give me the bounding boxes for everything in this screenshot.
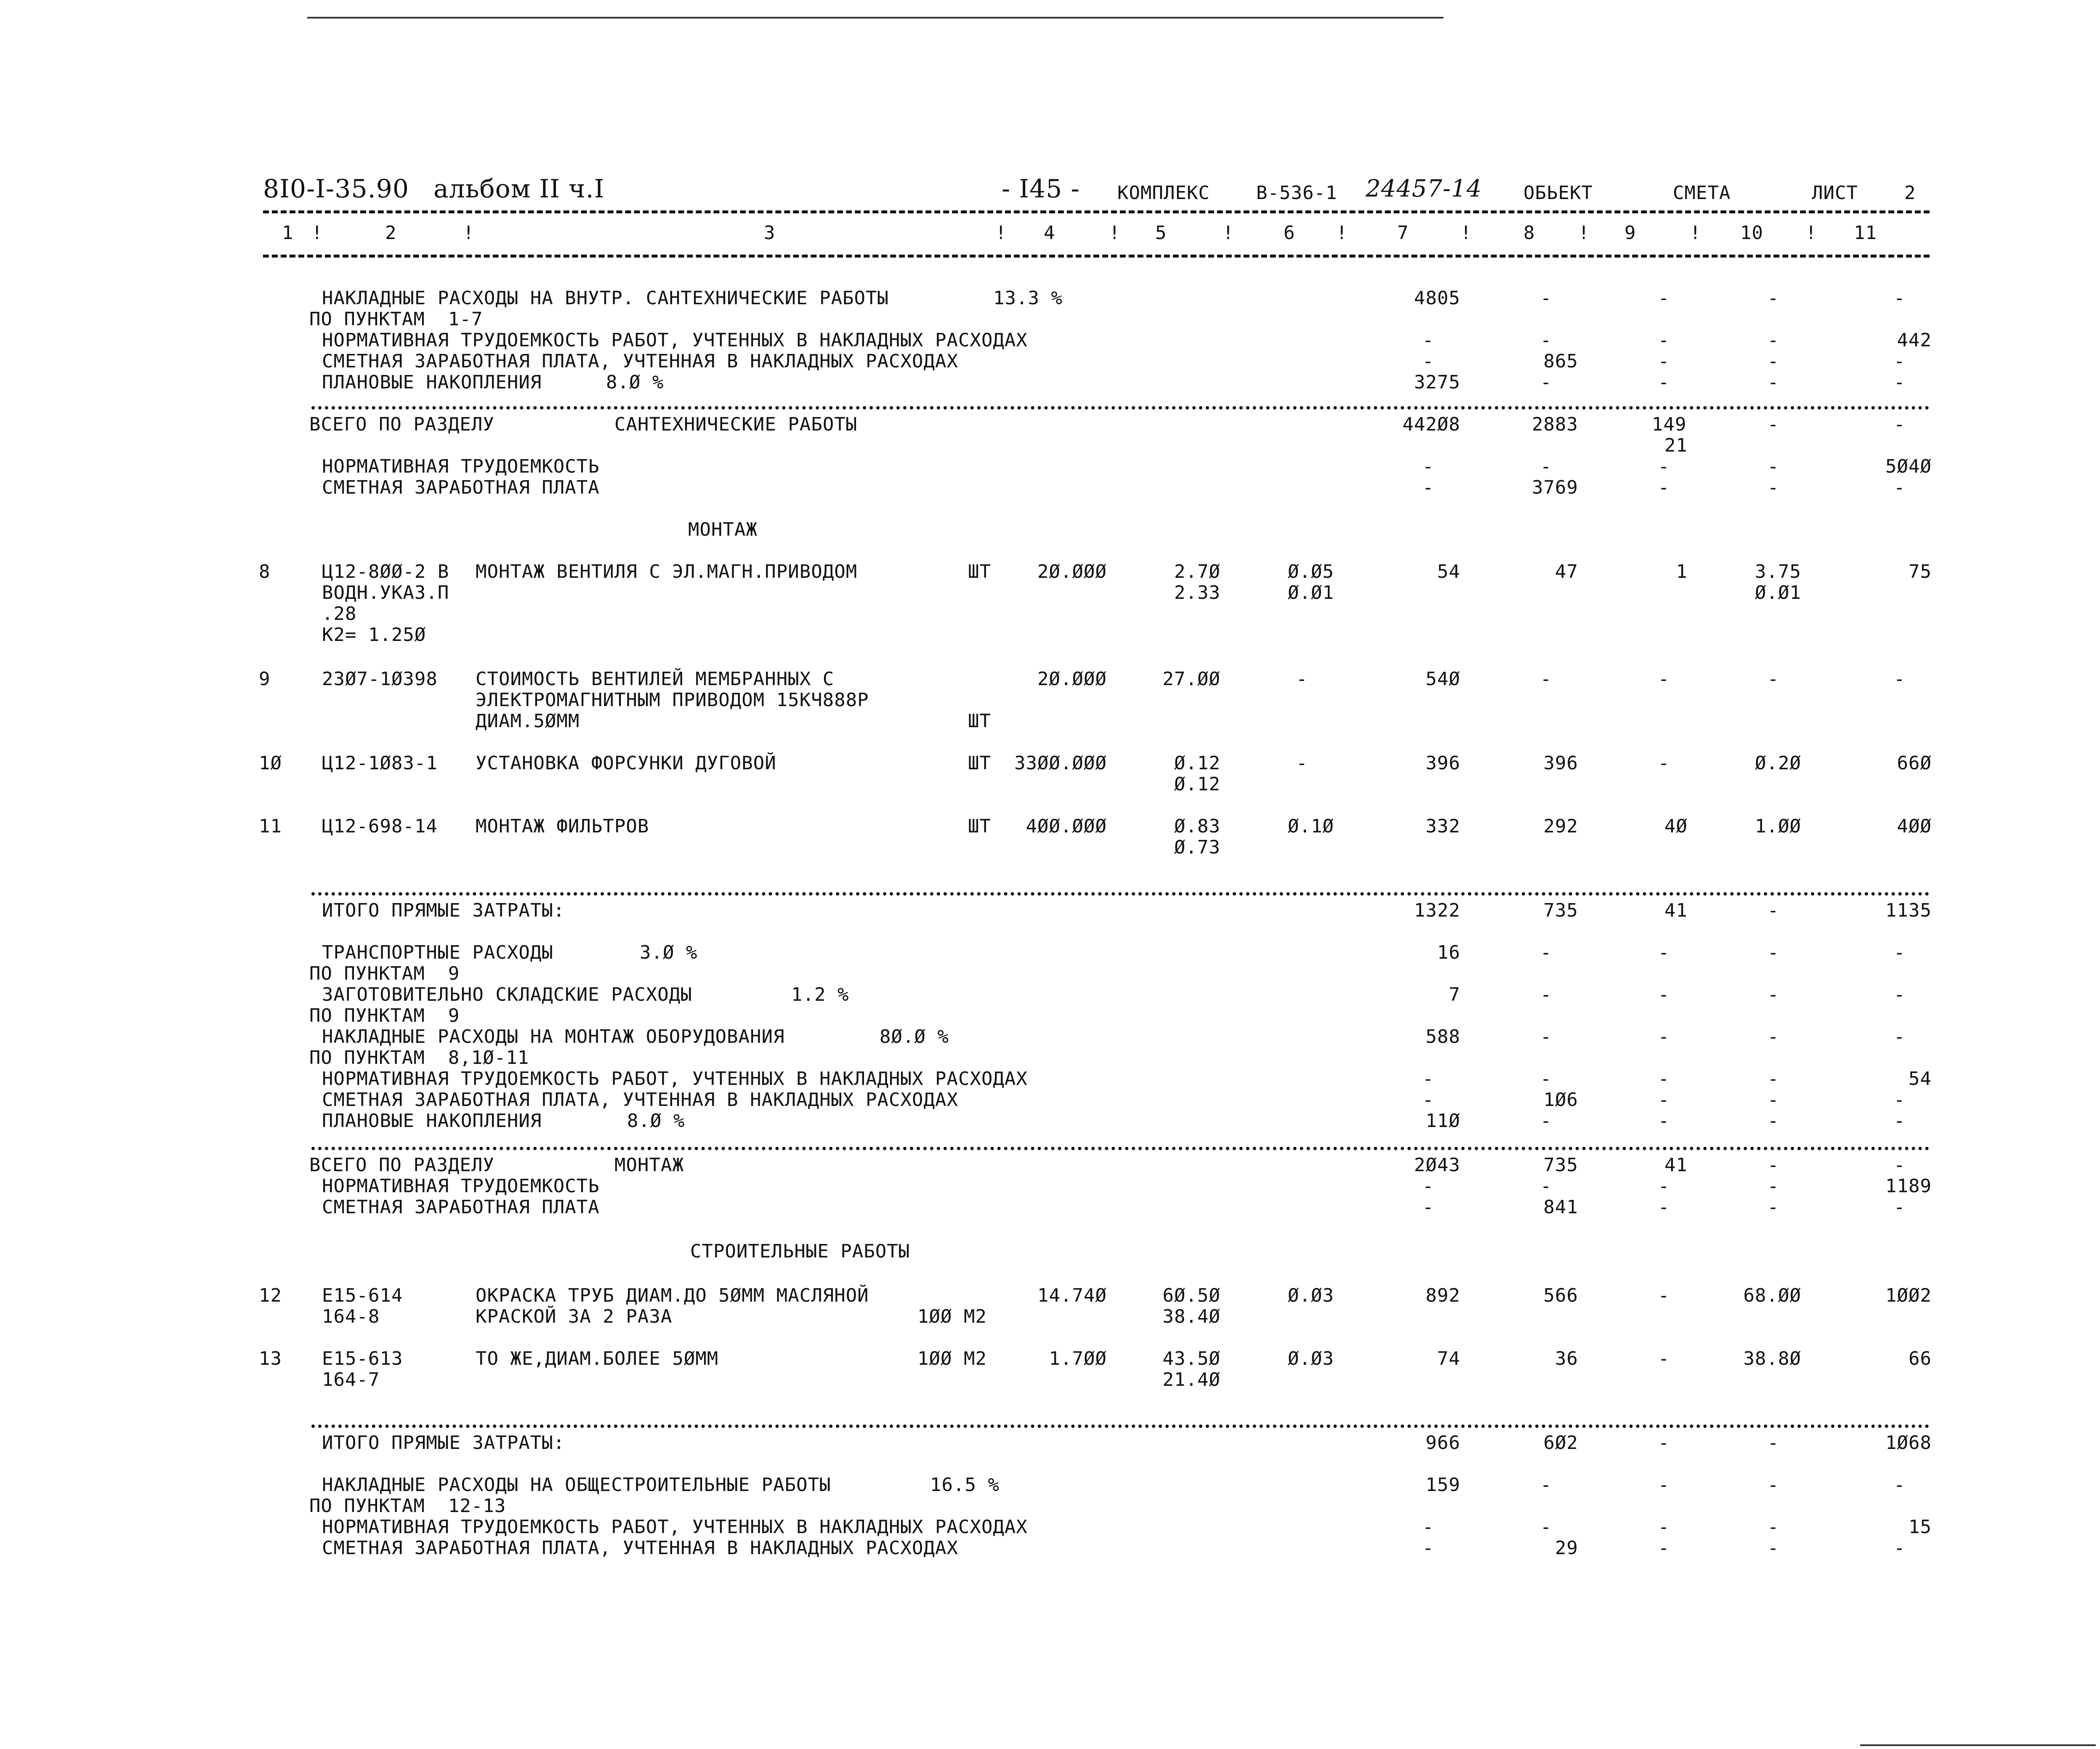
- dash: -: [1422, 456, 1434, 477]
- dash: -: [1658, 477, 1670, 498]
- col-num-5: 5: [1155, 222, 1167, 244]
- dash: -: [1422, 1537, 1434, 1559]
- dash: -: [1894, 984, 1906, 1005]
- item-name: КРАСКОЙ ЗА 2 РАЗА: [476, 1306, 673, 1327]
- col-sep: !: [1690, 222, 1701, 244]
- dash: -: [1894, 1474, 1906, 1496]
- s2-transport-label: ТРАНСПОРТНЫЕ РАСХОДЫ: [322, 942, 553, 963]
- col-sep: !: [995, 222, 1007, 244]
- item-c10: Ø.2Ø: [1755, 752, 1801, 774]
- dash: -: [1768, 984, 1779, 1005]
- s1-total-label: ВСЕГО ПО РАЗДЕЛУ: [309, 414, 494, 435]
- dash: -: [1894, 942, 1906, 963]
- item-unit: 1ØØ М2: [917, 1306, 987, 1327]
- dash: -: [1658, 1474, 1670, 1496]
- s1-points: ПО ПУНКТАМ 1-7: [309, 308, 483, 330]
- sheet-label: ЛИСТ: [1812, 182, 1858, 204]
- item-c6: Ø.Ø1: [1288, 582, 1334, 603]
- dash: -: [1768, 372, 1779, 393]
- item-qty: 2Ø.ØØØ: [1037, 668, 1107, 690]
- dash: -: [1894, 1089, 1906, 1111]
- dash: -: [1768, 942, 1779, 963]
- s2-storage-v7: 7: [1449, 984, 1460, 1005]
- top-rule: [307, 17, 1443, 19]
- s2-wage2-v8: 841: [1543, 1196, 1578, 1218]
- dash: -: [1768, 287, 1779, 309]
- dash: -: [1658, 1026, 1670, 1047]
- s2-points-c: ПО ПУНКТАМ 8,1Ø-11: [309, 1047, 529, 1069]
- item-c5: Ø.12: [1174, 752, 1220, 774]
- col-sep: !: [1223, 222, 1234, 244]
- item-c11: -: [1894, 668, 1906, 690]
- dash: -: [1768, 1110, 1779, 1132]
- item-name: МОНТАЖ ФИЛЬТРОВ: [476, 816, 649, 837]
- dash: -: [1768, 1516, 1779, 1538]
- item-c5: 2.7Ø: [1174, 561, 1220, 582]
- dash: -: [1540, 942, 1552, 963]
- dash: -: [1894, 1537, 1906, 1559]
- dash: -: [1658, 1516, 1670, 1538]
- s1-total-v8: 2883: [1532, 414, 1578, 435]
- dash: -: [1422, 1196, 1434, 1218]
- dotted-rule: [311, 406, 1930, 409]
- dash: -: [1768, 456, 1779, 477]
- s2-total-label: ВСЕГО ПО РАЗДЕЛУ: [309, 1154, 494, 1176]
- item-c5: 6Ø.5Ø: [1162, 1285, 1220, 1306]
- page-number: - I45 -: [1002, 174, 1080, 204]
- dash: -: [1768, 1196, 1779, 1218]
- item-c5: 2.33: [1174, 582, 1220, 603]
- item-c6: Ø.Ø3: [1288, 1285, 1334, 1306]
- item-code: Е15-613: [322, 1348, 403, 1369]
- item-c7: 892: [1425, 1285, 1460, 1306]
- item-no: 1Ø: [259, 752, 282, 774]
- col-sep: !: [311, 222, 323, 244]
- dash: -: [1894, 1154, 1906, 1176]
- item-no: 9: [259, 668, 271, 690]
- s1-total-v9b: 21: [1664, 435, 1688, 456]
- s2-total-name: МОНТАЖ: [614, 1154, 684, 1176]
- dash: -: [1894, 477, 1906, 498]
- item-c10: Ø.Ø1: [1755, 582, 1801, 603]
- item-unit: ШТ: [968, 561, 991, 582]
- item-c5: Ø.83: [1174, 816, 1220, 837]
- dash: -: [1658, 942, 1670, 963]
- dash: -: [1658, 1432, 1670, 1454]
- s2-overhead-v7: 588: [1425, 1026, 1460, 1047]
- item-c8: 47: [1555, 561, 1578, 582]
- item-c11: 75: [1909, 561, 1932, 582]
- item-c8: -: [1540, 668, 1552, 690]
- album-label: альбом II ч.I: [433, 174, 605, 204]
- item-name: ТО ЖЕ,ДИАМ.БОЛЕЕ 5ØММ: [476, 1348, 719, 1369]
- dash: -: [1894, 1026, 1906, 1047]
- item-code: ВОДН.УКАЗ.П: [322, 582, 449, 603]
- item-c5: 38.4Ø: [1162, 1306, 1220, 1327]
- item-c6: Ø.Ø3: [1288, 1348, 1334, 1369]
- item-c6: Ø.Ø5: [1288, 561, 1334, 582]
- s2-overhead-pct: 8Ø.Ø %: [880, 1026, 949, 1047]
- dash: -: [1540, 1474, 1552, 1496]
- s3-labor-norm-label: НОРМАТИВНАЯ ТРУДОЕМКОСТЬ РАБОТ, УЧТЕННЫХ В НАКЛАДНЫХ РАСХОДАХ: [322, 1516, 1028, 1538]
- header-rule-1: [263, 210, 1930, 213]
- dash: -: [1768, 351, 1779, 372]
- item-c5: 43.5Ø: [1162, 1348, 1220, 1369]
- dash: -: [1658, 984, 1670, 1005]
- item-name: ДИАМ.5ØММ: [476, 710, 580, 732]
- complex-code: В-536-1: [1256, 182, 1337, 204]
- object-label: ОБЬЕКТ: [1523, 182, 1593, 204]
- dash: -: [1768, 1068, 1779, 1090]
- s1-labor-norm-v11: 442: [1897, 330, 1932, 351]
- item-c11: 4ØØ: [1897, 816, 1932, 837]
- s3-direct-v8: 6Ø2: [1543, 1432, 1578, 1454]
- item-c11: 66Ø: [1897, 752, 1932, 774]
- item-qty: 2Ø.ØØØ: [1037, 561, 1107, 582]
- dash: -: [1422, 1068, 1434, 1090]
- item-c10: 1.ØØ: [1755, 816, 1801, 837]
- item-c6: -: [1296, 668, 1308, 690]
- item-code: Ц12-8ØØ-2 В: [322, 561, 449, 582]
- section-title-montage: МОНТАЖ: [688, 519, 758, 540]
- dash: -: [1540, 287, 1552, 309]
- item-c11: 1ØØ2: [1885, 1285, 1932, 1306]
- dash: -: [1658, 351, 1670, 372]
- s2-transport-v7: 16: [1437, 942, 1460, 963]
- s3-overhead-pct: 16.5 %: [930, 1474, 999, 1496]
- dash: -: [1768, 330, 1779, 351]
- s1-wage2-label: СМЕТНАЯ ЗАРАБОТНАЯ ПЛАТА: [322, 477, 600, 498]
- s2-savings-pct: 8.Ø %: [627, 1110, 685, 1132]
- s1-overhead-label: НАКЛАДНЫЕ РАСХОДЫ НА ВНУТР. САНТЕХНИЧЕСКИЕ РАБОТЫ: [322, 287, 889, 309]
- header-rule-2: [263, 255, 1930, 258]
- item-c8: 292: [1543, 816, 1578, 837]
- dash: -: [1894, 287, 1906, 309]
- s1-total-v9a: 149: [1652, 414, 1687, 435]
- s2-norm-label: НОРМАТИВНАЯ ТРУДОЕМКОСТЬ: [322, 1175, 600, 1197]
- item-no: 12: [259, 1285, 282, 1306]
- s2-wage-label: СМЕТНАЯ ЗАРАБОТНАЯ ПЛАТА, УЧТЕННАЯ В НАКЛАДНЫХ РАСХОДАХ: [322, 1089, 958, 1111]
- s1-savings-v7: 3275: [1414, 372, 1460, 393]
- col-num-3: 3: [764, 222, 776, 244]
- s2-points-a: ПО ПУНКТАМ 9: [309, 963, 460, 984]
- item-c7: 396: [1425, 752, 1460, 774]
- s2-savings-label: ПЛАНОВЫЕ НАКОПЛЕНИЯ: [322, 1110, 542, 1132]
- item-qty: 1.7ØØ: [1049, 1348, 1107, 1369]
- item-c10: 3.75: [1755, 561, 1801, 582]
- col-num-4: 4: [1044, 222, 1055, 244]
- item-code: Ц12-698-14: [322, 816, 438, 837]
- s1-norm-label: НОРМАТИВНАЯ ТРУДОЕМКОСТЬ: [322, 456, 600, 477]
- item-c8: 566: [1543, 1285, 1578, 1306]
- dash: -: [1768, 1154, 1779, 1176]
- item-c6: Ø.1Ø: [1288, 816, 1334, 837]
- s3-wage-label: СМЕТНАЯ ЗАРАБОТНАЯ ПЛАТА, УЧТЕННАЯ В НАКЛАДНЫХ РАСХОДАХ: [322, 1537, 958, 1559]
- s2-total-v7: 2Ø43: [1414, 1154, 1460, 1176]
- item-name: ЭЛЕКТРОМАГНИТНЫМ ПРИВОДОМ 15КЧ888Р: [476, 689, 869, 711]
- dash: -: [1658, 372, 1670, 393]
- dash: -: [1894, 351, 1906, 372]
- s2-wage-v8: 1Ø6: [1543, 1089, 1578, 1111]
- s3-labor-norm-v11: 15: [1909, 1516, 1932, 1538]
- col-num-1: 1: [282, 222, 294, 244]
- item-code: Е15-614: [322, 1285, 403, 1306]
- item-c9: 4Ø: [1664, 816, 1688, 837]
- s2-transport-pct: 3.Ø %: [640, 942, 698, 963]
- item-unit: 1ØØ М2: [917, 1348, 987, 1369]
- doc-code: 8I0-I-35.90: [263, 174, 409, 204]
- dash: -: [1658, 1110, 1670, 1132]
- dash: -: [1422, 330, 1434, 351]
- item-c9: 1: [1676, 561, 1688, 582]
- dash: -: [1422, 1089, 1434, 1111]
- dash: -: [1768, 1537, 1779, 1559]
- s2-labor-norm-v11: 54: [1909, 1068, 1932, 1090]
- item-c9: -: [1658, 1348, 1670, 1369]
- s1-overhead-pct: 13.3 %: [993, 287, 1063, 309]
- dotted-rule: [311, 1147, 1930, 1150]
- item-code: .28: [322, 603, 357, 625]
- dash: -: [1894, 372, 1906, 393]
- item-qty: 14.74Ø: [1037, 1285, 1107, 1306]
- item-c5: Ø.12: [1174, 773, 1220, 795]
- item-unit: ШТ: [968, 710, 991, 732]
- s3-direct-v11: 1Ø68: [1885, 1432, 1932, 1454]
- item-c7: 74: [1437, 1348, 1460, 1369]
- item-unit: ШТ: [968, 752, 991, 774]
- dash: -: [1422, 477, 1434, 498]
- dash: -: [1540, 456, 1552, 477]
- item-no: 13: [259, 1348, 282, 1369]
- item-no: 11: [259, 816, 282, 837]
- item-c8: 36: [1555, 1348, 1578, 1369]
- s2-direct-v8: 735: [1543, 900, 1578, 921]
- s1-savings-label: ПЛАНОВЫЕ НАКОПЛЕНИЯ: [322, 372, 542, 393]
- s2-norm-v11: 1189: [1885, 1175, 1932, 1197]
- s2-direct-v9: 41: [1664, 900, 1688, 921]
- item-c10: -: [1768, 668, 1779, 690]
- s2-direct-v11: 1135: [1885, 900, 1932, 921]
- col-num-8: 8: [1523, 222, 1535, 244]
- item-code: 164-7: [322, 1369, 380, 1390]
- col-sep: !: [463, 222, 475, 244]
- s2-labor-norm-label: НОРМАТИВНАЯ ТРУДОЕМКОСТЬ РАБОТ, УЧТЕННЫХ В НАКЛАДНЫХ РАСХОДАХ: [322, 1068, 1028, 1090]
- s1-wage2-v8: 3769: [1532, 477, 1578, 498]
- dash: -: [1540, 1175, 1552, 1197]
- dash: -: [1768, 1474, 1779, 1496]
- item-unit: ШТ: [968, 816, 991, 837]
- s3-points: ПО ПУНКТАМ 12-13: [309, 1495, 506, 1517]
- estimate-label: СМЕТА: [1673, 182, 1731, 204]
- col-sep: !: [1578, 222, 1590, 244]
- col-sep: !: [1460, 222, 1472, 244]
- item-name: УСТАНОВКА ФОРСУНКИ ДУГОВОЙ: [476, 752, 776, 774]
- s3-overhead-v7: 159: [1425, 1474, 1460, 1496]
- col-sep: !: [1805, 222, 1817, 244]
- dash: -: [1768, 1026, 1779, 1047]
- item-qty: 4ØØ.ØØØ: [1026, 816, 1107, 837]
- item-c10: 68.ØØ: [1743, 1285, 1801, 1306]
- section-title-construction: СТРОИТЕЛЬНЫЕ РАБОТЫ: [690, 1241, 910, 1262]
- s2-savings-v7: 11Ø: [1425, 1110, 1460, 1132]
- dash: -: [1658, 456, 1670, 477]
- s3-direct-label: ИТОГО ПРЯМЫЕ ЗАТРАТЫ:: [322, 1432, 565, 1454]
- sheet-number: 2: [1904, 182, 1916, 204]
- item-c8: 396: [1543, 752, 1578, 774]
- item-c9: -: [1658, 668, 1670, 690]
- s1-total-name: САНТЕХНИЧЕСКИЕ РАБОТЫ: [614, 414, 858, 435]
- dash: -: [1540, 1110, 1552, 1132]
- item-c5: Ø.73: [1174, 837, 1220, 858]
- dash: -: [1658, 1196, 1670, 1218]
- item-c5: 21.4Ø: [1162, 1369, 1220, 1390]
- item-c10: 38.8Ø: [1743, 1348, 1801, 1369]
- s3-direct-v7: 966: [1425, 1432, 1460, 1454]
- item-c9: -: [1658, 1285, 1670, 1306]
- col-num-11: 11: [1854, 222, 1877, 244]
- item-c11: 66: [1909, 1348, 1932, 1369]
- dash: -: [1540, 330, 1552, 351]
- s1-norm-v11: 5Ø4Ø: [1885, 456, 1932, 477]
- s2-direct-label: ИТОГО ПРЯМЫЕ ЗАТРАТЫ:: [322, 900, 565, 921]
- dash: -: [1658, 287, 1670, 309]
- s2-wage2-label: СМЕТНАЯ ЗАРАБОТНАЯ ПЛАТА: [322, 1196, 600, 1218]
- dash: -: [1894, 1196, 1906, 1218]
- dash: -: [1658, 1175, 1670, 1197]
- dash: -: [1658, 1068, 1670, 1090]
- s2-overhead-label: НАКЛАДНЫЕ РАСХОДЫ НА МОНТАЖ ОБОРУДОВАНИЯ: [322, 1026, 785, 1047]
- dash: -: [1540, 984, 1552, 1005]
- dash: -: [1540, 1516, 1552, 1538]
- item-name: ОКРАСКА ТРУБ ДИАМ.ДО 5ØММ МАСЛЯНОЙ: [476, 1285, 869, 1306]
- s2-storage-label: ЗАГОТОВИТЕЛЬНО СКЛАДСКИЕ РАСХОДЫ: [322, 984, 692, 1005]
- bottom-rule: [1860, 1744, 2096, 1746]
- dash: -: [1768, 900, 1779, 921]
- col-sep: !: [1109, 222, 1121, 244]
- dash: -: [1658, 1537, 1670, 1559]
- dash: -: [1658, 330, 1670, 351]
- col-num-9: 9: [1624, 222, 1636, 244]
- handwritten-number: 24457-14: [1366, 175, 1482, 202]
- dotted-rule: [311, 892, 1930, 896]
- item-qty: 33ØØ.ØØØ: [1014, 752, 1107, 774]
- item-c6: -: [1296, 752, 1308, 774]
- item-code: 164-8: [322, 1306, 380, 1327]
- dash: -: [1768, 1089, 1779, 1111]
- dash: -: [1540, 1026, 1552, 1047]
- item-c7: 332: [1425, 816, 1460, 837]
- item-c7: 54: [1437, 561, 1460, 582]
- s1-total-v7: 442Ø8: [1402, 414, 1460, 435]
- col-num-6: 6: [1284, 222, 1295, 244]
- col-num-7: 7: [1397, 222, 1409, 244]
- s2-points-b: ПО ПУНКТАМ 9: [309, 1005, 460, 1026]
- dash: -: [1768, 1432, 1779, 1454]
- s1-savings-pct: 8.Ø %: [606, 372, 664, 393]
- dotted-rule: [311, 1425, 1930, 1428]
- dash: -: [1658, 1089, 1670, 1111]
- dash: -: [1422, 1516, 1434, 1538]
- s3-overhead-label: НАКЛАДНЫЕ РАСХОДЫ НА ОБЩЕСТРОИТЕЛЬНЫЕ РАБОТЫ: [322, 1474, 831, 1496]
- col-sep: !: [1336, 222, 1348, 244]
- dash: -: [1768, 477, 1779, 498]
- s2-total-v8: 735: [1543, 1154, 1578, 1176]
- dash: -: [1894, 1110, 1906, 1132]
- item-code: Ц12-1Ø83-1: [322, 752, 438, 774]
- dash: -: [1422, 1175, 1434, 1197]
- col-num-10: 10: [1740, 222, 1763, 244]
- s2-direct-v7: 1322: [1414, 900, 1460, 921]
- item-c7: 54Ø: [1425, 668, 1460, 690]
- complex-label: КОМПЛЕКС: [1117, 182, 1210, 204]
- item-code: К2= 1.25Ø: [322, 624, 426, 646]
- s2-storage-pct: 1.2 %: [791, 984, 849, 1005]
- item-no: 8: [259, 561, 271, 582]
- dash: -: [1540, 1068, 1552, 1090]
- s1-wage-label: СМЕТНАЯ ЗАРАБОТНАЯ ПЛАТА, УЧТЕННАЯ В НАКЛАДНЫХ РАСХОДАХ: [322, 351, 958, 372]
- dash: -: [1894, 414, 1906, 435]
- dash: -: [1540, 372, 1552, 393]
- s2-total-v9: 41: [1664, 1154, 1688, 1176]
- s1-overhead-v7: 4805: [1414, 287, 1460, 309]
- col-num-2: 2: [385, 222, 397, 244]
- s3-wage-v8: 29: [1555, 1537, 1578, 1559]
- item-name: МОНТАЖ ВЕНТИЛЯ С ЭЛ.МАГН.ПРИВОДОМ: [476, 561, 858, 582]
- item-c5: 27.ØØ: [1162, 668, 1220, 690]
- s1-wage-v8: 865: [1543, 351, 1578, 372]
- item-c9: -: [1658, 752, 1670, 774]
- dash: -: [1422, 351, 1434, 372]
- s1-labor-norm-label: НОРМАТИВНАЯ ТРУДОЕМКОСТЬ РАБОТ, УЧТЕННЫХ В НАКЛАДНЫХ РАСХОДАХ: [322, 330, 1028, 351]
- dash: -: [1768, 414, 1779, 435]
- dash: -: [1768, 1175, 1779, 1197]
- item-name: СТОИМОСТЬ ВЕНТИЛЕЙ МЕМБРАННЫХ С: [476, 668, 835, 690]
- item-code: 23Ø7-1Ø398: [322, 668, 438, 690]
